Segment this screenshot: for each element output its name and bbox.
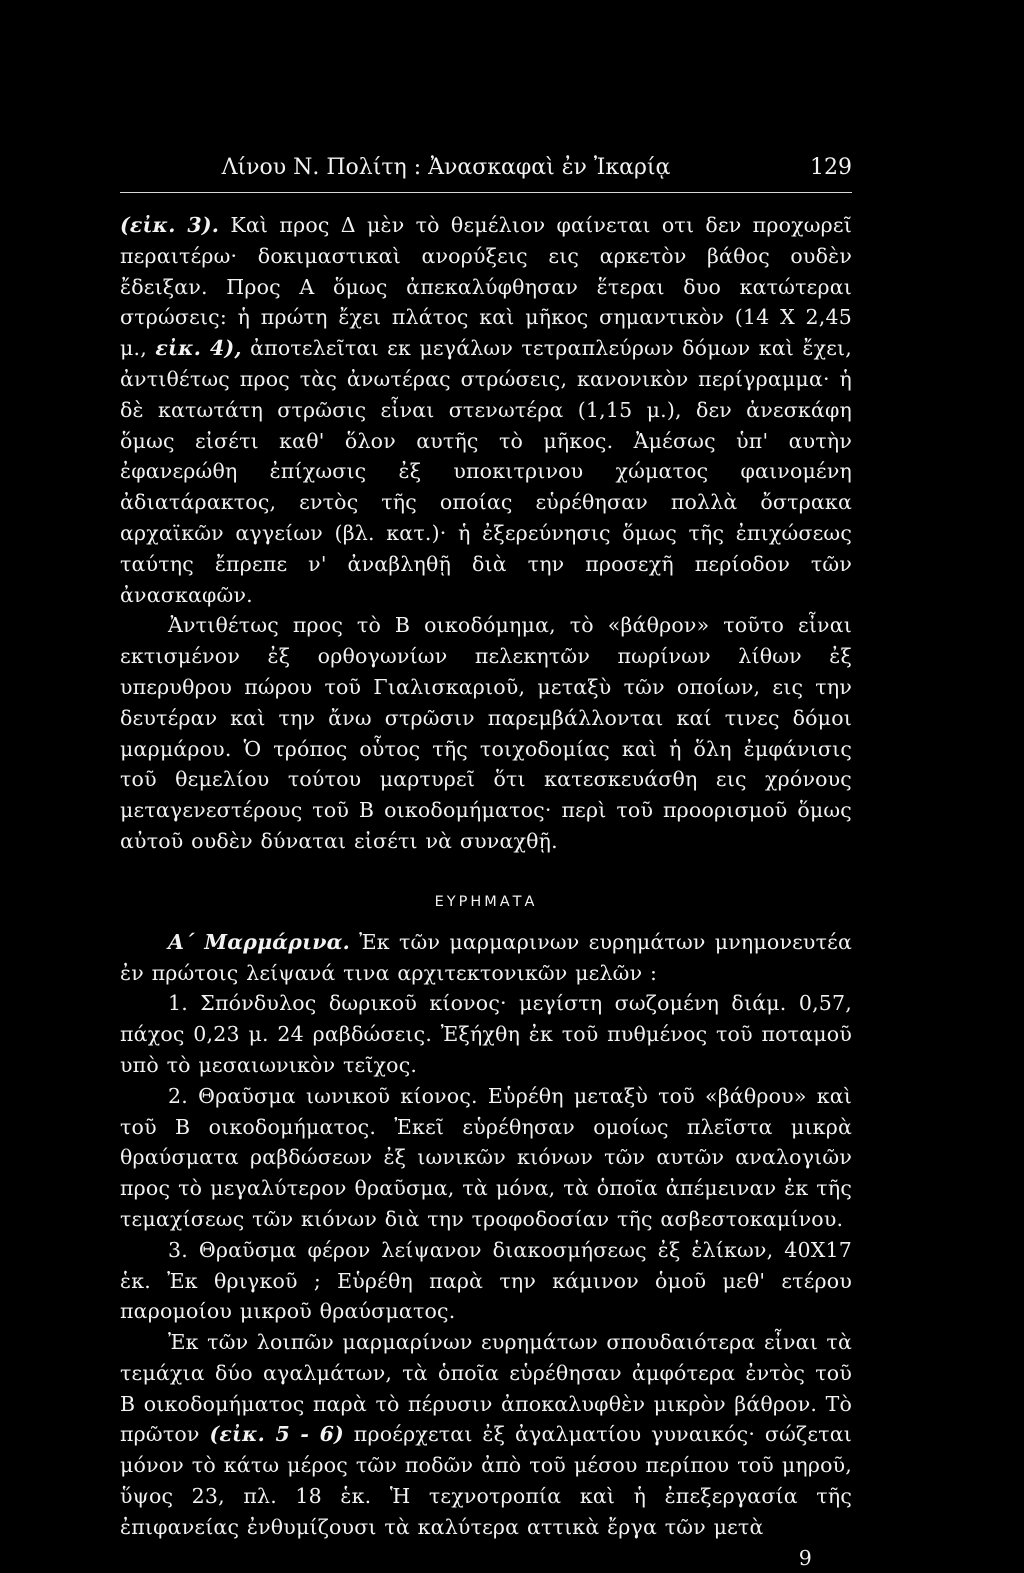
figure-ref: (εἰκ. 5 - 6): [209, 1422, 344, 1447]
list-item: 3. Θραῦσμα φέρον λείψανον διακοσμήσεως ἐξ ἑλίκων, 40X17 ἑκ. Ἐκ θριγκοῦ ; Εὑρέθη παρὰ την κάμινον ὁμοῦ μεθ' ετέρου παρομοίου μικροῦ θραύσματος.: [120, 1237, 852, 1324]
paragraph-statues: [120, 1327, 852, 1543]
paragraph-text: Ἐκ τῶν λοιπῶν μαρμαρίνων ευρημάτων σπουδαιότερα εἶναι τὰ τεμάχια δύο αγαλμάτων, τὰ ὁποῖα εὑρέθησαν ἀμφότερα ἐντὸς τοῦ Β οικοδομήματος παρὰ τὸ πέρυσιν ἀποκαλυφθὲν μικρὸν βάθρον. Τὸ πρῶτον: [120, 1330, 852, 1447]
running-head: [120, 150, 852, 186]
header-rule: [120, 192, 852, 193]
paragraph-text: Καὶ προς Δ μὲν τὸ θεμέλιον φαίνεται οτι δεν προχωρεῖ περαιτέρω· δοκιμαστικαὶ ανορύξεις εις αρκετὸν βάθος ουδὲν ἔδειξαν. Προς Α ὅμως ἀπεκαλύφθησαν ἕτεραι δυο κατώτεραι στρώσεις: ἡ πρώτη ἔχει πλάτος καὶ μῆκος σημαντικὸν (14 X 2,45 μ.,: [120, 213, 852, 361]
paragraph-1: [120, 210, 852, 610]
subhead: Α΄ Μαρμάρινα.: [168, 929, 350, 954]
signature-mark: 9: [798, 1545, 812, 1570]
paragraph-text: προέρχεται ἐξ ἀγαλματίου γυναικός· σώζεται μόνον τὸ κάτω μέρος τῶν ποδῶν ἀπὸ τοῦ μέσου περίπου τοῦ μηροῦ, ὕψος 23, πλ. 18 ἑκ. Ἡ τεχνοτροπία καὶ ἡ ἐπεξεργασία τῆς ἐπιφανείας ἐνθυμίζουσι τὰ καλύτερα αττικὰ ἔργα τῶν μετὰ: [120, 1422, 852, 1539]
paragraph-text: Ἐκ τῶν μαρμαρινων ευρημάτων μνημονευτέα ἐν πρώτοις λείψανά τινα αρχιτεκτονικῶν μελῶν :: [120, 929, 852, 985]
paragraph-2: Ἀντιθέτως προς τὸ Β οικοδόμημα, τὸ «βάθρον» τοῦτο εἶναι εκτισμένον ἐξ ορθογωνίων πελεκητῶν πωρίνων λίθων ἐξ υπερυθρου πώρου τοῦ Γιαλισκαριοῦ, μεταξὺ τῶν οποίων, εις την δευτέραν καὶ την ἄνω στρῶσιν παρεμβάλλονται καί τινες δόμοι μαρμάρου. Ὁ τρόπος οὗτος τῆς τοιχοδομίας καὶ ἡ ὅλη ἐμφάνισις τοῦ θεμελίου τούτου μαρτυρεῖ ὅτι κατεσκευάσθη εις χρόνους μεταγενεστέρους τοῦ Β οικοδομήματος· περὶ τοῦ προορισμοῦ ὅμως αὐτοῦ ουδὲν δύναται εἰσέτι νὰ συναχθῇ.: [120, 613, 852, 853]
paragraph-text: ἀποτελεῖται εκ μεγάλων τετραπλεύρων δόμων καὶ ἔχει, ἀντιθέτως προς τὰς ἀνωτέρας στρώσεις, κανονικὸν περίγραμμα· ἡ δὲ κατωτάτη στρῶσις εἶναι στενωτέρα (1,15 μ.), δεν ἀνεσκάφη ὅμως εἰσέτι καθ' ὅλον αυτῆς τὸ μῆκος. Ἀμέσως ὑπ' αυτὴν ἐφανερώθη ἐπίχωσις ἐξ υποκιτρινου χώματος φαινομένη ἀδιατάρακτος, εντὸς τῆς οποίας εὑρέθησαν πολλὰ ὄστρακα αρχαϊκῶν αγγείων (βλ. κατ.)· ἡ ἐξερεύνησις ὅμως τῆς ἐπιχώσεως ταύτης ἔπρεπε ν' ἀναβληθῇ διὰ την προσεχῆ περίοδον τῶν ἀνασκαφῶν.: [120, 336, 852, 607]
figure-ref: (εἰκ. 3).: [120, 213, 220, 237]
running-title: Λίνου Ν. Πολίτη : Ἀνασκαφαὶ ἐν Ἰκαρίᾳ: [221, 155, 671, 180]
section-title: ΕΥΡΗΜΑΤΑ: [434, 893, 538, 910]
list-item: 2. Θραῦσμα ιωνικοῦ κίονος. Εὑρέθη μεταξὺ τοῦ «βάθρου» καὶ τοῦ Β οικοδομήματος. Ἐκεῖ εὑρέθησαν ομοίως πλεῖστα μικρὰ θραύσματα ραβδώσεων ἐξ ιωνικῶν κιόνων τῶν αυτῶν αναλογιῶν προς τὸ μεγαλύτερον θραῦσμα, τὰ μόνα, τὰ ὁποῖα ἀπέμειναν ἐκ τῆς τεμαχίσεως τῶν κιόνων διὰ την τροφοδοσίαν τῆς ασβεστοκαμίνου.: [120, 1083, 852, 1231]
list-item: 1. Σπόνδυλος δωρικοῦ κίονος· μεγίστη σωζομένη διάμ. 0,57, πάχος 0,23 μ. 24 ραβδώσεις. Ἐξήχθη ἐκ τοῦ πυθμένος τοῦ ποταμοῦ υπὸ τὸ μεσαιωνικὸν τεῖχος.: [120, 991, 852, 1077]
page-number: 129: [810, 155, 852, 180]
marble-intro: [120, 927, 852, 989]
figure-ref: εἰκ. 4),: [155, 336, 242, 361]
body-text: [120, 210, 852, 1573]
